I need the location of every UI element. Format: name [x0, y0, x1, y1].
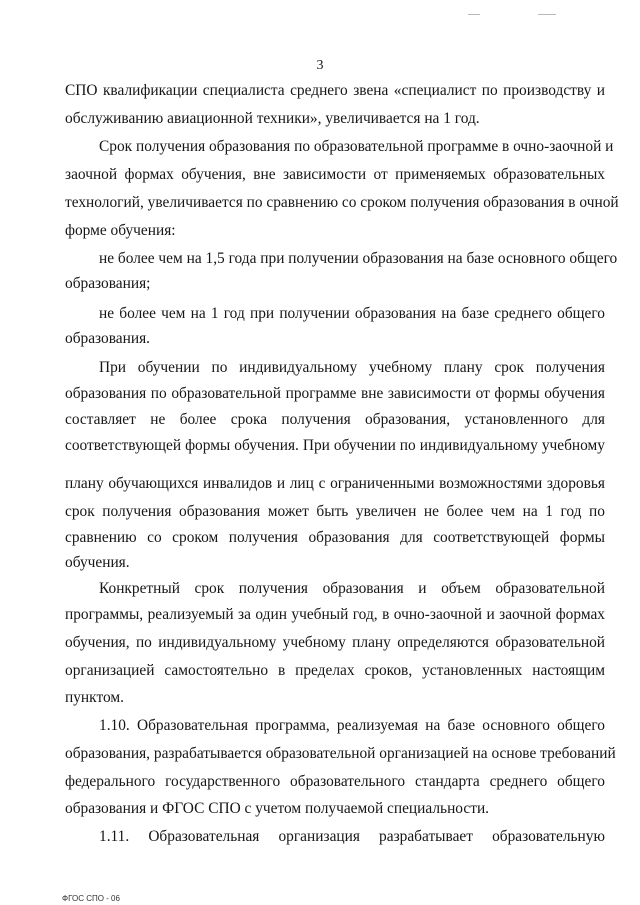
text-line: федерального государственного образовательного стандарта среднего общего [65, 773, 605, 790]
text-line: Конкретный срок получения образования и объем образовательной [99, 580, 605, 597]
footer-code: ФГОС СПО - 06 [62, 894, 120, 903]
page-number: 3 [316, 58, 324, 73]
text-line: образования и ФГОС СПО с учетом получаемой специальности. [65, 800, 490, 817]
scan-mark [468, 14, 480, 15]
scan-mark [538, 14, 556, 15]
text-line: обучения, по индивидуальному учебному плану определяются образовательной [65, 634, 605, 651]
text-line: образования; [65, 275, 151, 292]
text-line: не более чем на 1 год при получении образования на базе среднего общего [99, 305, 605, 322]
text-line: При обучении по индивидуальному учебному плану срок получения [99, 359, 605, 376]
text-line: технологий, увеличивается по сравнению со сроком получения образования в очной [65, 194, 619, 211]
text-line: не более чем на 1,5 года при получении образования на базе основного общего [99, 250, 618, 267]
text-line: форме обучения: [65, 222, 176, 239]
text-line: срок получения образования может быть увеличен не более чем на 1 год по [65, 503, 605, 520]
text-line: сравнению со сроком получения образования для соответствующей формы [65, 529, 605, 546]
text-line: Срок получения образования по образовательной программе в очно-заочной и [99, 138, 614, 155]
text-line: составляет не более срока получения образования, установленного для [65, 411, 605, 428]
text-line: обслуживанию авиационной техники», увеличивается на 1 год. [65, 110, 480, 127]
text-line: 1.10. Образовательная программа, реализуемая на базе основного общего [99, 717, 605, 734]
text-line: плану обучающихся инвалидов и лиц с ограниченными возможностями здоровья [65, 475, 605, 492]
text-line: образования, разрабатывается образовательной организацией на основе требований [65, 745, 616, 762]
text-line: СПО квалификации специалиста среднего звена «специалист по производству и [65, 82, 605, 99]
text-line: пунктом. [65, 689, 124, 706]
text-line: 1.11. Образовательная организация разрабатывает образовательную [99, 828, 605, 845]
text-line: образования по образовательной программе вне зависимости от формы обучения [65, 385, 605, 402]
text-line: обучения. [65, 554, 130, 571]
text-line: программы, реализуемый за один учебный год, в очно-заочной и заочной формах [65, 606, 605, 623]
text-line: заочной формах обучения, вне зависимости от применяемых образовательных [65, 166, 605, 183]
text-line: организацией самостоятельно в пределах сроков, установленных настоящим [65, 662, 605, 679]
text-line: соответствующей формы обучения. При обучении по индивидуальному учебному [65, 437, 605, 454]
text-line: образования. [65, 330, 151, 347]
